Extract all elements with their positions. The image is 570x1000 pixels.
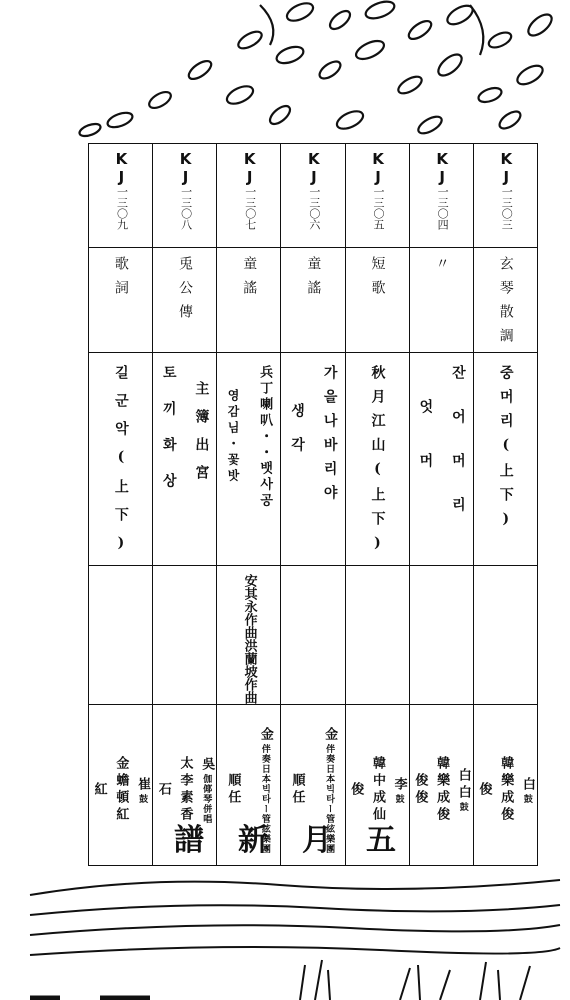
genre-cell: 童謠 xyxy=(217,248,281,353)
genre-cell: 歌詞 xyxy=(89,248,153,353)
genre-cell: 短歌 xyxy=(345,248,409,353)
song-title-cell: 秋月江山(上下) xyxy=(345,353,409,566)
catalog-code-cell: KJ一三〇七 xyxy=(217,144,281,248)
composer-cell xyxy=(345,566,409,705)
composer-cell xyxy=(473,566,537,705)
song-title-cell: 토끼화상 主簿出宮 xyxy=(153,353,217,566)
performer-cell: 順任 金伴奏日本빅타ー管絃樂團 xyxy=(281,705,345,866)
song-title-cell: 엇머 잔어머리 xyxy=(409,353,473,566)
performer-cell: 俊俊 韓樂成俊 白白鼓 xyxy=(409,705,473,866)
performer-cell: 石 太李素香 吳伽倻琴併唱 xyxy=(153,705,217,866)
record-catalog-table xyxy=(88,143,538,866)
page-title: 譜新月五 xyxy=(174,823,430,858)
performer-cell: 紅 金蟾頓紅 崔鼓 xyxy=(89,705,153,866)
catalog-code-cell: KJ一三〇九 xyxy=(89,144,153,248)
catalog-code-cell: KJ一三〇四 xyxy=(409,144,473,248)
decorative-leaves-illustration xyxy=(0,0,570,150)
performer-cell: 俊 韓中成仙 李鼓 xyxy=(345,705,409,866)
song-title-cell: 중머리(上下) xyxy=(473,353,537,566)
song-title-cell: 생각 가을나바리야 xyxy=(281,353,345,566)
decorative-river-illustration xyxy=(0,870,570,1000)
catalog-code-cell: KJ一三〇五 xyxy=(345,144,409,248)
genre-cell: 〃 xyxy=(409,248,473,353)
composer-cell xyxy=(281,566,345,705)
performer-cell: 俊 韓樂成俊 白鼓 xyxy=(473,705,537,866)
composer-cell: 安其永作曲洪蘭坡作曲 xyxy=(217,566,281,705)
song-title-cell: 영감님・꽃밧 兵丁喇叭・・뱃사공 xyxy=(217,353,281,566)
genre-cell: 童謠 xyxy=(281,248,345,353)
composer-cell xyxy=(409,566,473,705)
genre-cell: 玄琴散調 xyxy=(473,248,537,353)
catalog-code-cell: KJ一三〇八 xyxy=(153,144,217,248)
genre-cell: 兎公傳 xyxy=(153,248,217,353)
catalog-code-cell: KJ一三〇三 xyxy=(473,144,537,248)
performer-cell: 順任 金伴奏日本빅타ー管絃樂團 xyxy=(217,705,281,866)
catalog-code-cell: KJ一三〇六 xyxy=(281,144,345,248)
composer-cell xyxy=(89,566,153,705)
song-title-cell: 길군악(上下) xyxy=(89,353,153,566)
composer-cell xyxy=(153,566,217,705)
